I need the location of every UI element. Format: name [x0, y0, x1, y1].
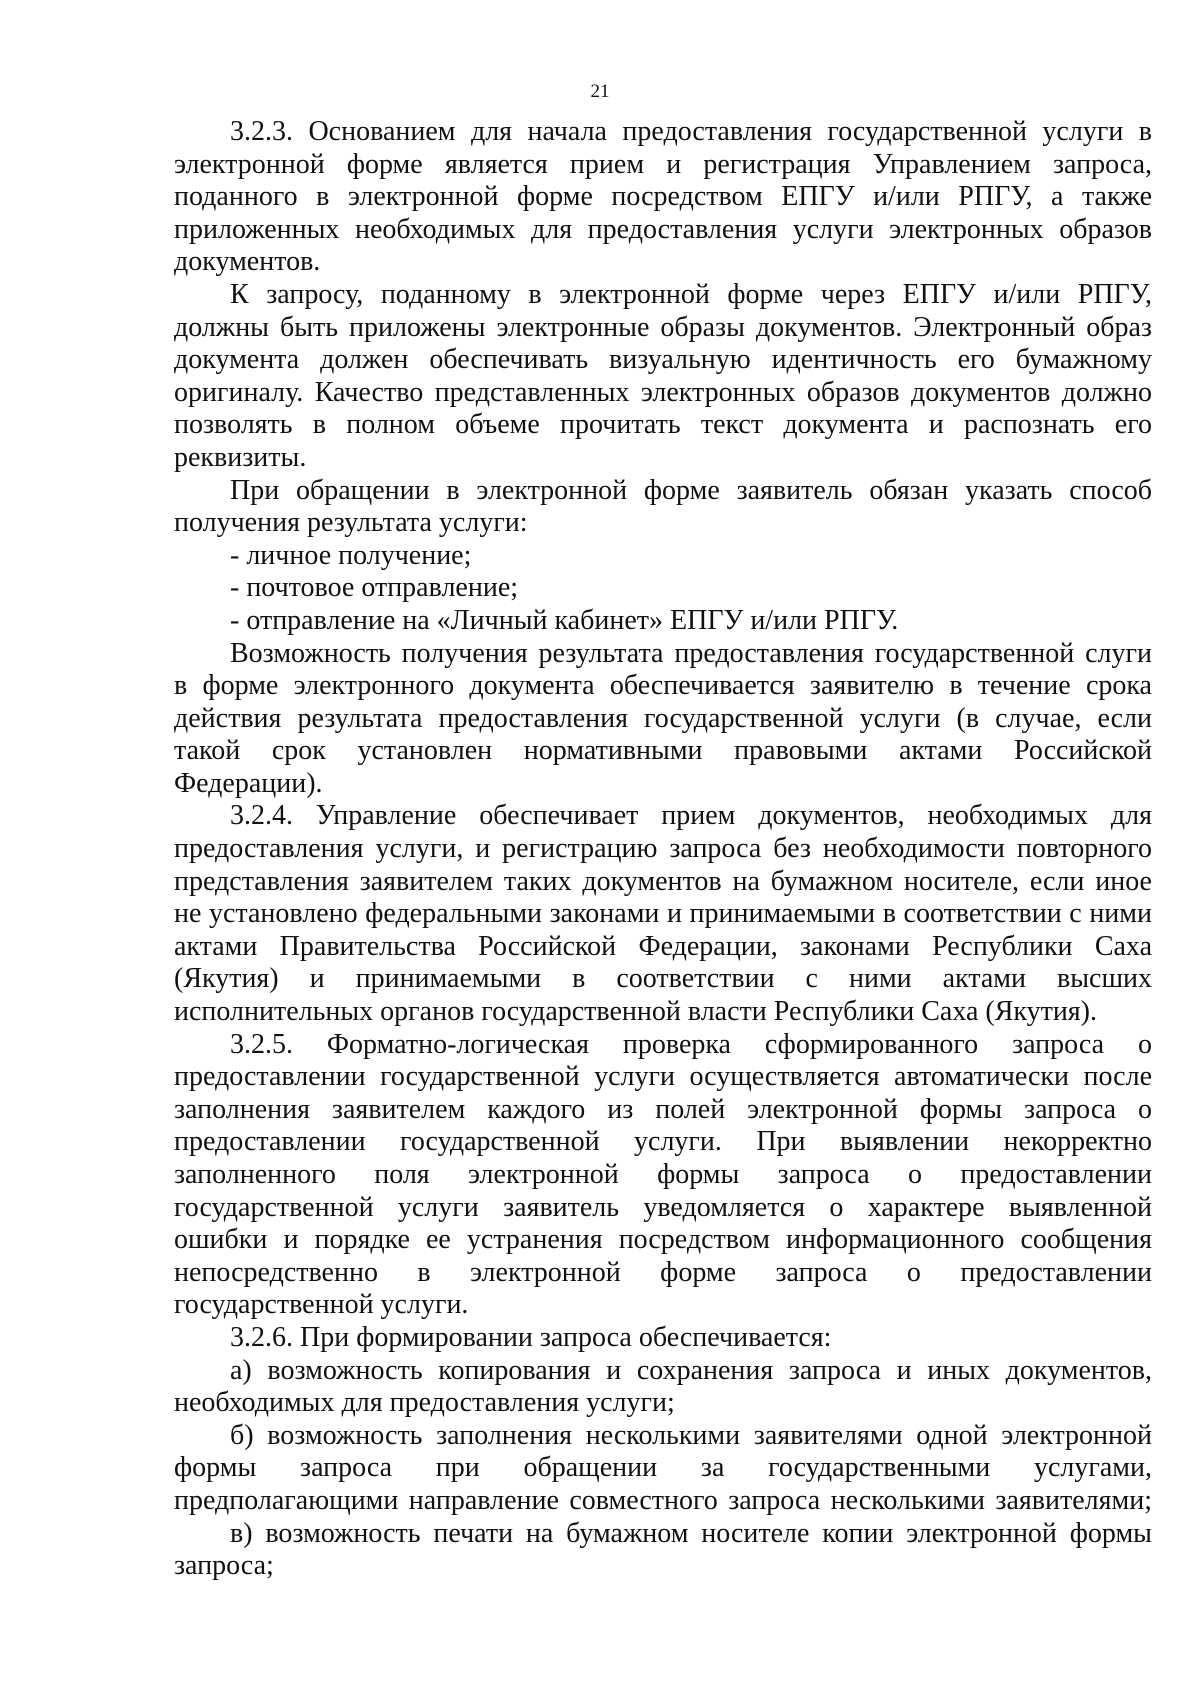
text-line: позволять в полном объеме прочитать текст документа и распознать его [174, 409, 1152, 441]
text-line: предполагающими направление совместного запроса несколькими заявителями; [174, 1484, 1152, 1516]
text-line: При обращении в электронной форме заявитель обязан указать способ [230, 474, 1152, 506]
text-line: получения результата услуги: [174, 507, 528, 539]
text-line: представления заявителем таких документов на бумажном носителе, если иное [174, 865, 1152, 897]
text-line: предоставлении государственной услуги. При выявлении некорректно [174, 1126, 1152, 1158]
text-line: заполнения заявителем каждого из полей электронной формы запроса о [174, 1093, 1152, 1125]
text-line: поданного в электронной форме посредством ЕПГУ и/или РПГУ, а также [174, 181, 1152, 213]
text-line: непосредственно в электронной форме запроса о предоставлении [174, 1256, 1152, 1288]
text-line: Возможность получения результата предоставления государственной слуги [230, 637, 1152, 669]
text-line: приложенных необходимых для предоставления услуги электронных образов [174, 213, 1152, 245]
text-line: К запросу, поданному в электронной форме через ЕПГУ и/или РПГУ, [230, 278, 1152, 310]
text-line: 3.2.5. Форматно-логическая проверка сформированного запроса о [230, 1028, 1152, 1060]
page-number: 21 [590, 81, 610, 102]
text-line: документов. [174, 246, 321, 278]
text-line: 3.2.3. Основанием для начала предоставления государственной услуги в [230, 116, 1152, 147]
document-body [174, 116, 1152, 1583]
text-line: оригиналу. Качество представленных электронных образов документов должно [174, 376, 1152, 408]
text-line: 3.2.4. Управление обеспечивает прием документов, необходимых для [230, 800, 1152, 832]
text-line: реквизиты. [174, 441, 307, 473]
text-line: государственной услуги заявитель уведомляется о характере выявленной [174, 1191, 1152, 1223]
text-line: в форме электронного документа обеспечивается заявителю в течение срока [174, 670, 1152, 702]
text-line: не установлено федеральными законами и принимаемыми в соответствии с ними [174, 898, 1152, 930]
text-line: - почтовое отправление; [230, 572, 519, 604]
text-line: действия результата предоставления государственной услуги (в случае, если [174, 702, 1152, 734]
text-line: предоставлении государственной услуги осуществляется автоматически после [174, 1061, 1152, 1093]
text-line: Федерации). [174, 767, 323, 799]
text-line: электронной форме является прием и регистрация Управлением запроса, [174, 148, 1152, 180]
text-line: в) возможность печати на бумажном носителе копии электронной формы [230, 1517, 1152, 1549]
text-line: - личное получение; [230, 539, 472, 571]
text-line: документа должен обеспечивать визуальную идентичность его бумажному [174, 344, 1152, 376]
text-line: - отправление на «Личный кабинет» ЕПГУ и/или РПГУ. [230, 604, 899, 636]
text-line: б) возможность заполнения несколькими заявителями одной электронной [230, 1419, 1152, 1451]
text-line: такой срок установлен нормативными правовыми актами Российской [174, 735, 1152, 767]
text-line: актами Правительства Российской Федерации, законами Республики Саха [174, 930, 1152, 962]
text-line: ошибки и порядке ее устранения посредством информационного сообщения [174, 1224, 1152, 1256]
text-line: (Якутия) и принимаемыми в соответствии с ними актами высших [174, 963, 1152, 995]
text-line: запроса; [174, 1550, 274, 1582]
text-line: предоставления услуги, и регистрацию запроса без необходимости повторного [174, 833, 1152, 865]
text-line: 3.2.6. При формировании запроса обеспечивается: [230, 1321, 832, 1353]
text-line: а) возможность копирования и сохранения запроса и иных документов, [230, 1354, 1152, 1386]
text-line: заполненного поля электронной формы запроса о предоставлении [174, 1159, 1152, 1190]
text-line: государственной услуги. [174, 1289, 469, 1321]
text-line: должны быть приложены электронные образы документов. Электронный образ [174, 311, 1152, 343]
text-line: формы запроса при обращении за государственными услугами, [174, 1452, 1152, 1484]
text-line: необходимых для предоставления услуги; [174, 1387, 675, 1419]
text-line: исполнительных органов государственной власти Республики Саха (Якутия). [174, 996, 1098, 1028]
